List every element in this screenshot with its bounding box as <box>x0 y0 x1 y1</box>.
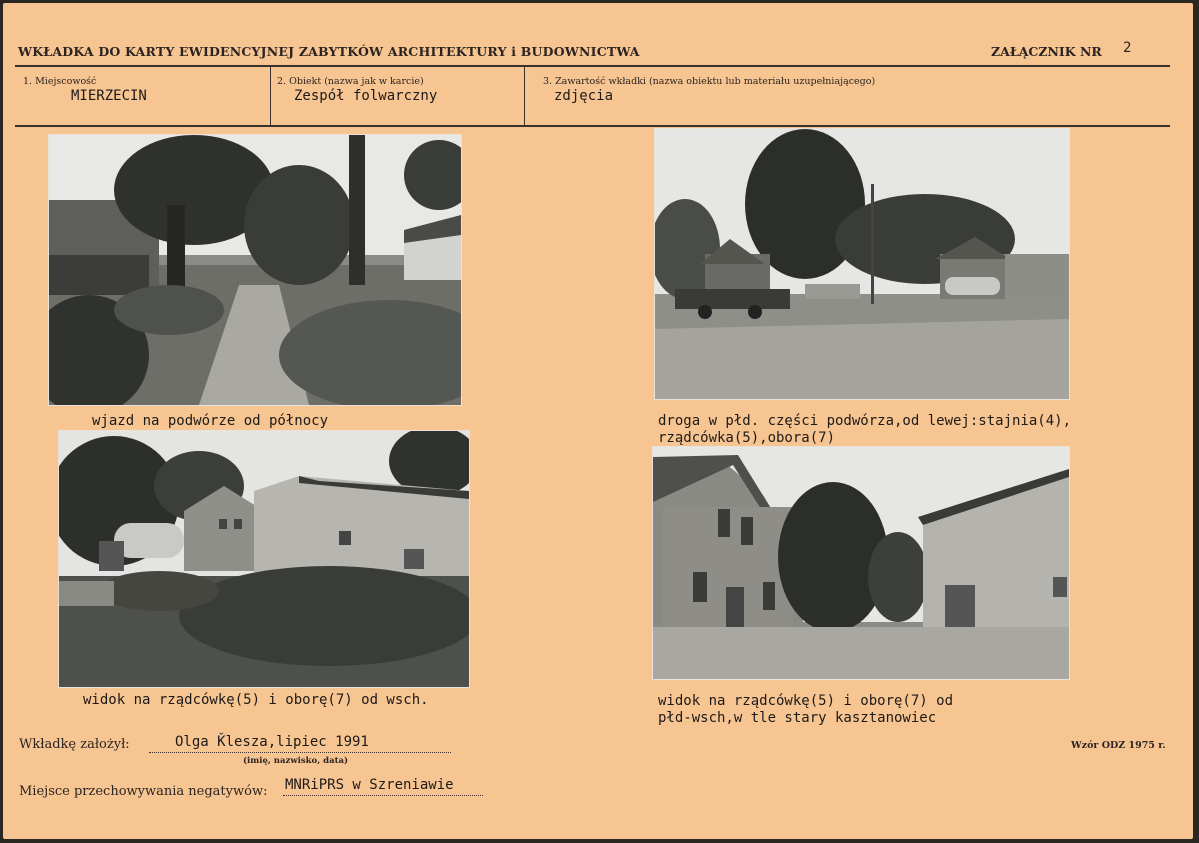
photo-4-caption-line-1: widok na rządcówkę(5) i oborę(7) od <box>658 693 954 709</box>
photo-3-view-east <box>59 431 469 687</box>
photo-2-south-road <box>655 129 1069 399</box>
photo-4-view-southeast <box>653 447 1069 679</box>
photo-4-caption-line-2: płd-wsch,w tle stary kasztanowiec <box>658 710 937 726</box>
storage-label: Miejsce przechowywania negatywów: <box>19 784 268 799</box>
field-divider-2 <box>524 67 525 125</box>
content-value: zdjęcia <box>554 88 614 104</box>
fields-bottom-rule <box>15 125 1170 127</box>
author-label: Wkładkę założył: <box>19 737 130 752</box>
author-value: Olga Ǩlesza,lipiec 1991 <box>175 734 369 750</box>
top-rule <box>15 65 1170 67</box>
author-line <box>149 752 451 753</box>
object-value: Zespół folwarczny <box>294 88 438 104</box>
attachment-label: ZAŁĄCZNIK NR <box>991 44 1102 59</box>
photo-2-caption-line-1: droga w płd. części podwórza,od lewej:stajnia(4), <box>658 413 1072 429</box>
attachment-number: 2 <box>1123 40 1132 56</box>
photo-2-caption-line-2: rządcówka(5),obora(7) <box>658 430 836 446</box>
field-divider-1 <box>270 67 271 125</box>
object-label: 2. Obiekt (nazwa jak w karcie) <box>277 76 424 87</box>
author-hint: (imię, nazwisko, data) <box>243 756 349 766</box>
photo-1-entrance-north <box>49 135 461 405</box>
template-version: Wzór ODZ 1975 r. <box>1071 740 1166 751</box>
record-card <box>3 3 1193 839</box>
photo-3-caption: widok na rządcówkę(5) i oborę(7) od wsch. <box>83 692 429 708</box>
content-label: 3. Zawartość wkładki (nazwa obiektu lub materiału uzupełniającego) <box>543 76 876 87</box>
place-label: 1. Miejscowość <box>23 76 97 87</box>
photo-1-caption: wjazd na podwórze od północy <box>92 413 329 429</box>
storage-value: MNRiPRS w Szreniawie <box>285 777 454 793</box>
place-value: MIERZECIN <box>71 88 147 104</box>
card-title: WKŁADKA DO KARTY EWIDENCYJNEJ ZABYTKÓW ARCHITEKTURY i BUDOWNICTWA <box>18 44 640 59</box>
storage-line <box>283 795 483 796</box>
